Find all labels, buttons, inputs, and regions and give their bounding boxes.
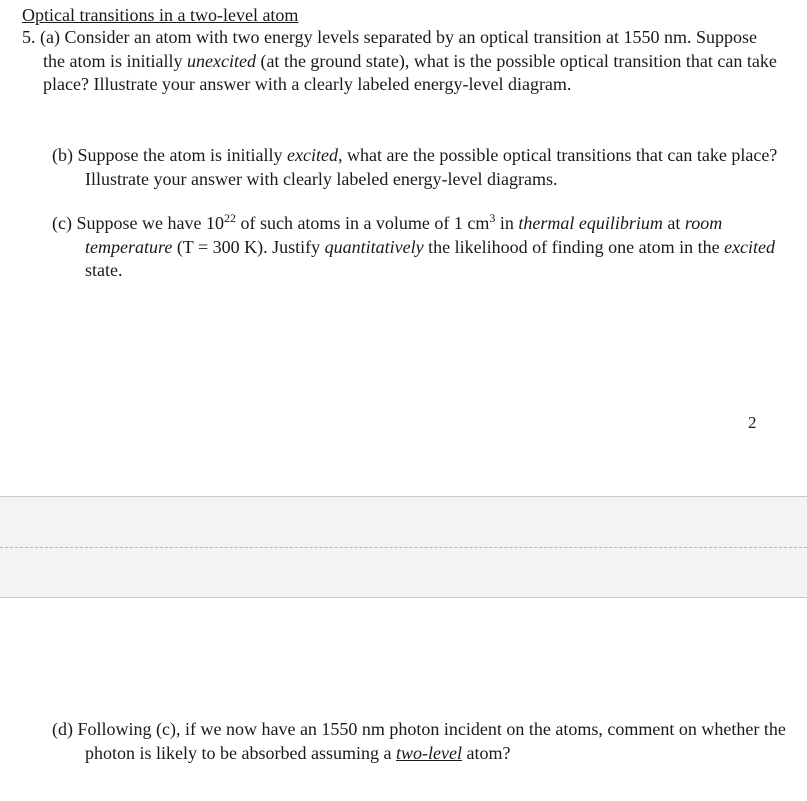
q5c-exponent-3: 3 <box>489 211 496 225</box>
q5c-text-5: (T = 300 K). Justify <box>172 236 325 257</box>
q5d-text: (d) Following (c), if we now have an 1550 nm photon incident on the atoms, comment on whether the photon is likely to be absorbed assuming a <box>52 719 786 763</box>
q5c-exponent-22: 22 <box>223 211 236 225</box>
q5a-emphasis-unexcited: unexcited <box>186 50 256 71</box>
q5c-emphasis-excited: excited <box>724 236 776 257</box>
question-5b <box>52 144 805 191</box>
q5c-text: (c) Suppose we have 10 <box>52 213 224 233</box>
q5b-text: (b) Suppose the atom is initially <box>52 145 287 165</box>
question-5d <box>52 718 805 765</box>
q5a-text-continued: (at the ground state), what is the possible optical transition that can take place? Illustrate your answer with a clearly labeled energy-level diagram. <box>43 50 777 94</box>
q5b-emphasis-excited: excited <box>286 145 338 165</box>
section-title: Optical transitions in a two-level atom <box>22 5 299 25</box>
q5c-emphasis-quantitatively: quantitatively <box>324 236 424 257</box>
q5c-text-2: of such atoms in a volume of 1 cm <box>235 213 490 233</box>
q5c-text-6: the likelihood of finding one atom in the <box>423 236 725 257</box>
page-2 <box>0 598 807 801</box>
q5d-text-continued: atom? <box>461 742 511 763</box>
q5c-emphasis-thermal-equilibrium: thermal equilibrium <box>518 213 663 233</box>
q5c-text-4: at <box>662 213 685 233</box>
page-break-divider <box>0 547 807 548</box>
question-5c <box>52 212 805 283</box>
question-5a <box>22 26 783 97</box>
q5c-emphasis-room-temperature: room temperature <box>85 213 723 257</box>
q5a-text: 5. (a) Consider an atom with two energy levels separated by an optical transition at 1550 nm. Suppose the atom is initially <box>22 27 758 71</box>
page-number: 2 <box>748 413 757 432</box>
q5b-text-continued: , what are the possible optical transitions that can take place? Illustrate your answer with clearly labeled energy-level diagrams. <box>85 145 778 189</box>
page-gap <box>0 496 807 598</box>
q5c-text-7: state. <box>85 260 123 280</box>
q5d-emphasis-two-level: two-level <box>395 742 462 763</box>
q5c-text-3: in <box>495 213 519 233</box>
